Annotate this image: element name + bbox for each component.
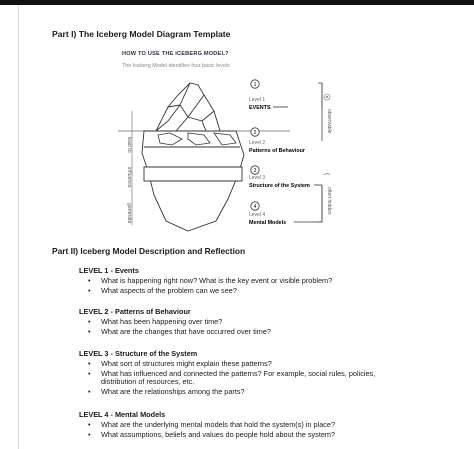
list-item: • What assumptions, beliefs and values do people hold about the system? (101, 431, 335, 440)
lead-to-label: lead to (126, 137, 132, 153)
part2-title: Part II) Iceberg Model Description and Reflection (52, 246, 246, 256)
level3-name: Structure of the System (249, 183, 310, 189)
list-item: • What has been happening over time? (101, 318, 271, 327)
level1-bullets (79, 277, 332, 295)
iceberg-body (142, 131, 244, 231)
hidden-icon (324, 174, 330, 176)
top-bar (0, 0, 474, 5)
influence-label: influence (126, 167, 132, 188)
iceberg-diagram (118, 75, 350, 235)
list-item: • What is happening right now? What is the key event or visible problem? (101, 277, 332, 286)
generate-label: generate (126, 203, 132, 224)
list-item: • What are the relationships among the parts? (101, 388, 391, 397)
observable-label: observable (326, 109, 332, 134)
level2-name: Patterns of Behaviour (249, 148, 306, 154)
level4-heading: LEVEL 4 - Mental Models (79, 410, 166, 419)
level4-bullets (79, 421, 335, 439)
level1-section (79, 266, 332, 296)
level2-sub: Level 2 (249, 140, 266, 146)
level4-section (79, 410, 335, 440)
level3-section (79, 349, 391, 397)
level4-name: Mental Models (249, 220, 287, 226)
level1-heading: LEVEL 1 - Events (79, 266, 139, 275)
level2-number: 2 (253, 130, 257, 136)
often-hidden-label: often hidden (326, 187, 332, 215)
level1-name: EVENTS (249, 105, 271, 111)
level2-heading: LEVEL 2 - Patterns of Behaviour (79, 307, 191, 316)
list-item: • What sort of structures might explain these patterns? (101, 360, 391, 369)
right-bracket (318, 83, 322, 222)
list-item: • What are the underlying mental models that hold the system(s) in place? (101, 421, 335, 430)
list-item: • What are the changes that have occurred over time? (101, 328, 271, 337)
diagram-heading: HOW TO USE THE ICEBERG MODEL? (122, 51, 229, 57)
diagram-subheading: The Iceberg Model identifies four basic levels (122, 63, 230, 69)
iceberg-tip (156, 83, 220, 131)
level1-sub: Level 1 (249, 97, 266, 103)
level4-sub: Level 4 (249, 212, 266, 218)
level3-bullets (79, 360, 391, 396)
level2-section (79, 307, 271, 337)
level3-band (144, 167, 242, 181)
page-edge (18, 5, 19, 449)
level3-heading: LEVEL 3 - Structure of the System (79, 349, 198, 358)
level2-bullets (79, 318, 271, 336)
level3-sub: Level 3 (249, 175, 266, 181)
list-item: • What has influenced and connected the patterns? For example, social rules, policies, distribution of resources, etc. (101, 370, 391, 387)
level3-number: 3 (253, 168, 257, 174)
list-item: • What aspects of the problem can we see? (101, 287, 332, 296)
level4-number: 4 (253, 204, 257, 210)
part1-title: Part I) The Iceberg Model Diagram Template (52, 29, 231, 39)
level1-number: 1 (253, 82, 257, 88)
